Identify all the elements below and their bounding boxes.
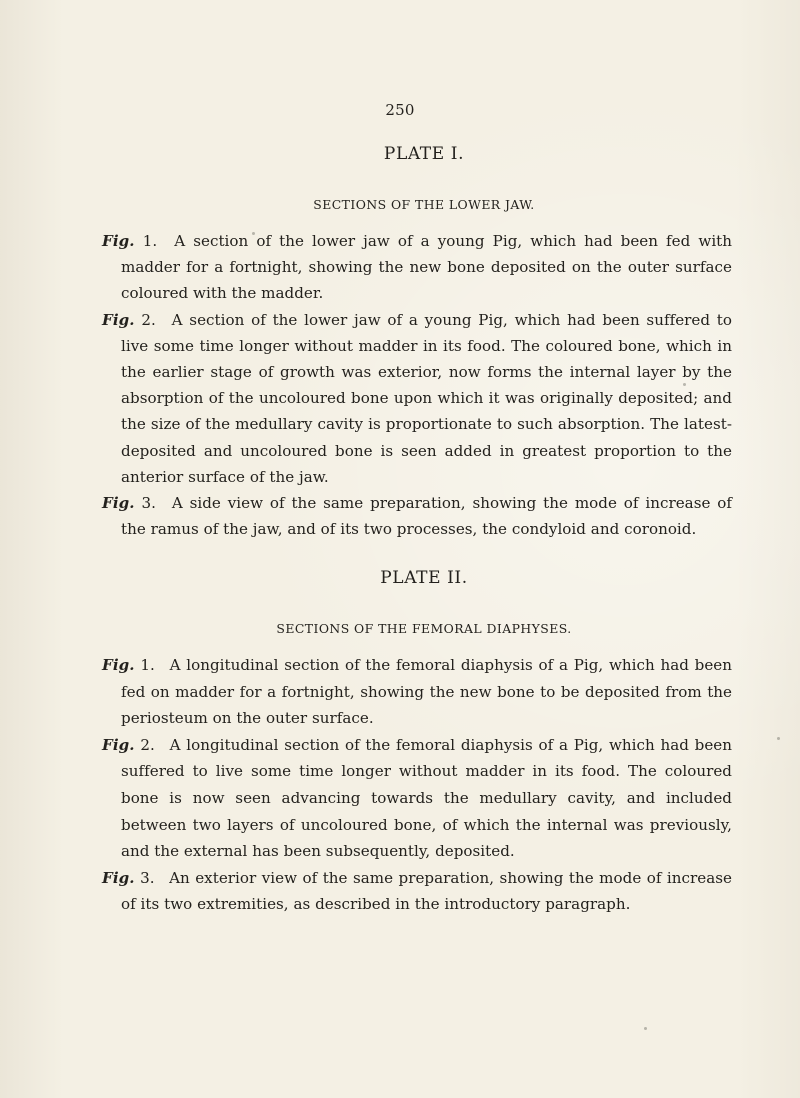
figure-label: Fig.	[102, 868, 135, 887]
plate-title: PLATE I.	[383, 144, 465, 164]
paper-speck	[252, 232, 255, 235]
figure-label: Fig.	[102, 494, 135, 513]
figure-label: Fig.	[102, 656, 135, 674]
plate-subtitle: SECTIONS OF THE LOWER JAW.	[313, 197, 535, 212]
figure-number: 3.	[141, 494, 156, 513]
figure-number: 2.	[141, 310, 156, 329]
figure-label: Fig.	[102, 310, 135, 329]
figure-number: 1.	[142, 232, 158, 250]
figure-description	[102, 228, 732, 307]
figure-text: A side view of the same preparation, showing the mode of increase of the ramus of the jaw, and of its two processes, the condyloid and coronoid.	[121, 494, 733, 539]
figure-description	[102, 732, 732, 865]
figure-description	[102, 307, 732, 490]
figure-label: Fig.	[102, 735, 135, 754]
figure-number: 2.	[140, 735, 155, 754]
paper-speck	[644, 1027, 647, 1030]
figure-number: 3.	[140, 868, 155, 887]
plate-two-section	[102, 566, 732, 918]
plate-title: PLATE II.	[380, 568, 468, 588]
figure-description	[102, 865, 732, 918]
paper-speck	[683, 383, 686, 386]
figure-number: 1.	[140, 656, 155, 674]
plate-subtitle: SECTIONS OF THE FEMORAL DIAPHYSES.	[276, 621, 572, 636]
plate-one-section	[102, 142, 732, 542]
page-number: 250	[385, 101, 415, 119]
figure-description	[102, 652, 732, 732]
paper-speck	[777, 737, 780, 740]
figure-label: Fig.	[102, 232, 135, 250]
figure-text: An exterior view of the same preparation, showing the mode of increase of its two extremities, as described in the introductory paragraph.	[121, 868, 733, 914]
figure-text: A longitudinal section of the femoral diaphysis of a Pig, which had been fed on madder for a fortnight, showing the new bone to be deposited from the periosteum on the outer surface.	[121, 656, 733, 728]
figure-text: A longitudinal section of the femoral diaphysis of a Pig, which had been suffered to live some time longer without madder in its food. The coloured bone is now seen advancing towards the medullary cavity, and included between two layers of uncoloured bone, of which the internal was previously, and the external has been subsequently, deposited.	[121, 735, 733, 861]
figure-description	[102, 490, 732, 542]
figure-text: A section of the lower jaw of a young Pig, which had been fed with madder for a fortnight, showing the new bone deposited on the outer surface coloured with the madder.	[121, 232, 733, 303]
figure-text: A section of the lower jaw of a young Pig, which had been suffered to live some time longer without madder in its food. The coloured bone, which in the earlier stage of growth was exterior, now forms the internal layer by the absorption of the uncoloured bone upon which it was originally deposited; and the size of the medullary cavity is proportionate to such absorption. The latest-deposited and uncoloured bone is seen added in greatest proportion to the anterior surface of the jaw.	[121, 310, 733, 486]
